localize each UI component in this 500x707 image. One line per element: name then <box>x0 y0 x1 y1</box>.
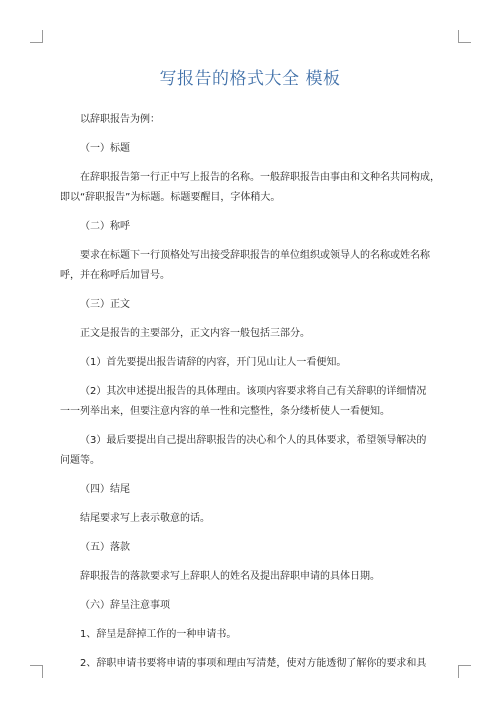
document-body <box>60 112 444 671</box>
crop-mark-bottom-left <box>30 665 43 678</box>
paragraph-line: 呼，并在称呼后加冒号。 <box>60 270 170 281</box>
paragraph-line: 一一列举出来，但要注意内容的单一性和完整性，条分缕析使人一看便知。 <box>60 406 390 417</box>
paragraph-line: （2）其次申述提出报告的具体理由。该项内容要求将自己有关辞职的详细情况 <box>80 386 427 397</box>
heading-salutation: （二）称呼 <box>80 221 130 232</box>
crop-mark-bottom-right <box>458 665 471 678</box>
paragraph-line: 辞职报告的落款要求写上辞职人的姓名及提出辞职申请的具体日期。 <box>80 571 380 582</box>
paragraph-line: 即以“辞职报告”为标题。标题要醒目，字体稍大。 <box>60 192 281 203</box>
page-title: 写报告的格式大全 模板 <box>159 69 341 89</box>
heading-signature: （五）落款 <box>80 542 130 553</box>
heading-body: （三）正文 <box>80 299 130 310</box>
paragraph-intro: 以辞职报告为例： <box>80 114 160 125</box>
paragraph-line: 问题等。 <box>60 455 100 466</box>
heading-notes: （六）辞呈注意事项 <box>80 600 170 611</box>
list-item: 2、辞职申请书要将申请的事项和理由写清楚，使对方能透彻了解你的要求和具 <box>80 658 427 669</box>
paragraph-line: 结尾要求写上表示敬意的话。 <box>80 513 210 524</box>
paragraph-line: 正文是报告的主要部分，正文内容一般包括三部分。 <box>80 328 310 339</box>
paragraph-line: （1）首先要提出报告请辞的内容，开门见山让人一看便知。 <box>80 357 347 368</box>
heading-title: （一）标题 <box>80 143 130 154</box>
list-item: 1、辞呈是辞掉工作的一种申请书。 <box>80 629 237 640</box>
paragraph-line: 要求在标题下一行顶格处写出接受辞职报告的单位组织或领导人的名称或姓名称 <box>80 250 430 261</box>
paragraph-line: （3）最后要提出自己提出辞职报告的决心和个人的具体要求，希望领导解决的 <box>80 435 427 446</box>
heading-ending: （四）结尾 <box>80 484 130 495</box>
paragraph-line: 在辞职报告第一行正中写上报告的名称。一般辞职报告由事由和文种名共同构成， <box>80 172 440 183</box>
crop-mark-top-left <box>30 30 43 43</box>
crop-mark-top-right <box>458 30 471 43</box>
